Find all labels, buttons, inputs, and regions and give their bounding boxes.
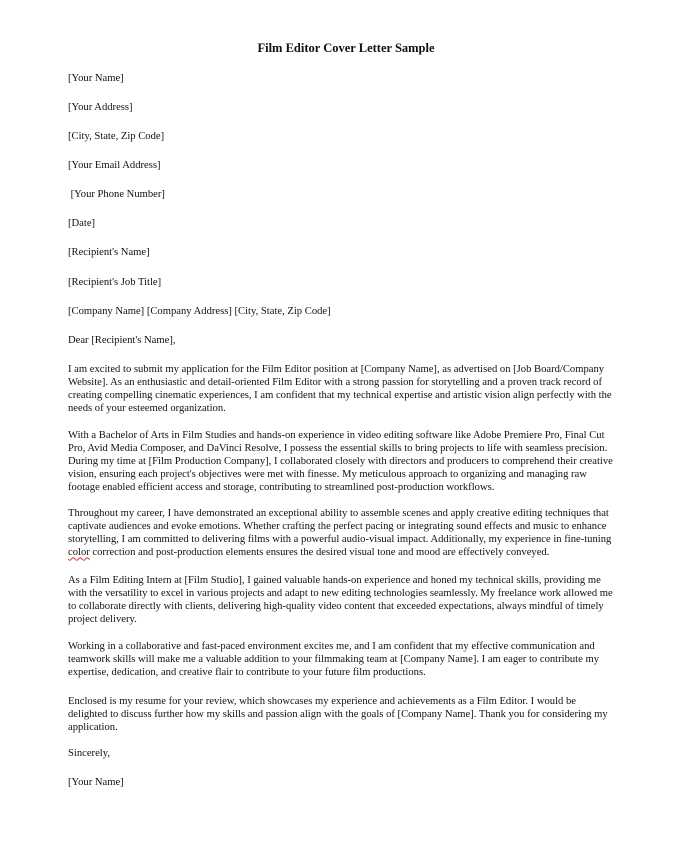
salutation: Dear [Recipient's Name], — [68, 335, 176, 346]
sender-city-state-zip: [City, State, Zip Code] — [68, 131, 165, 142]
paragraph-line: needs of your esteemed organization. — [68, 402, 226, 414]
signature-name: [Your Name] — [68, 777, 124, 788]
body-paragraph-5 — [68, 641, 624, 680]
paragraph-line: expertise, dedication, and creative flair to contribute to your future film productions. — [68, 666, 426, 678]
sender-email: [Your Email Address] — [68, 160, 161, 171]
recipient-company-line: [Company Name] [Company Address] [City, State, Zip Code] — [68, 306, 331, 317]
body-paragraph-4 — [68, 575, 624, 627]
paragraph-line: footage enabled efficient access and storage, contributing to streamlined post-production workflows. — [68, 481, 495, 493]
paragraph-line: application. — [68, 721, 118, 733]
body-paragraph-6 — [68, 696, 624, 735]
body-paragraph-1 — [68, 364, 624, 416]
paragraph-line: vision, ensuring each project's objectives were met with finesse. My meticulous approach to organizing and managing raw — [68, 468, 587, 480]
paragraph-line: storytelling, I am committed to delivering films with a powerful audio-visual impact. Additionally, my experience in fine-tuning — [68, 533, 612, 545]
paragraph-line: project delivery. — [68, 613, 137, 625]
recipient-name: [Recipient's Name] — [68, 247, 150, 258]
document-title: Film Editor Cover Letter Sample — [257, 41, 435, 55]
paragraph-line: Throughout my career, I have demonstrated an exceptional ability to assemble scenes and apply creative editing techniques that — [68, 508, 609, 519]
paragraph-line: Website]. As an enthusiastic and detail-oriented Film Editor with a strong passion for storytelling and a proven track record of — [68, 376, 602, 388]
recipient-job-title: [Recipient's Job Title] — [68, 277, 162, 288]
paragraph-line: Working in a collaborative and fast-paced environment excites me, and I am confident that my effective communication and — [68, 641, 595, 652]
letter-date: [Date] — [68, 218, 96, 229]
paragraph-line: captivate audiences and evoke emotions. Whether crafting the perfect pacing or integrating sound effects and music to enhance — [68, 520, 607, 532]
body-paragraph-2 — [68, 430, 624, 495]
paragraph-line: I am excited to submit my application for the Film Editor position at [Company Name], as advertised on [Job Board/Company — [68, 364, 605, 375]
paragraph-line — [68, 547, 624, 560]
paragraph-line-rest: correction and post-production elements ensures the desired visual tone and mood are effectively conveyed. — [89, 546, 550, 558]
paragraph-line: to collaborate directly with clients, delivering high-quality video content that exceeded expectations, always mindful of timely — [68, 600, 604, 612]
paragraph-line: Pro, Avid Media Composer, and DaVinci Resolve, I possess the essential skills to bring projects to life with seamless precision. — [68, 442, 608, 454]
sender-name: [Your Name] — [68, 73, 124, 84]
paragraph-line: creating compelling cinematic experiences, I am confident that my technical expertise and artistic vision align perfectly with the — [68, 389, 612, 401]
body-paragraph-3 — [68, 508, 624, 560]
spellcheck-marked-word: color — [68, 546, 90, 558]
sender-address: [Your Address] — [68, 102, 133, 113]
paragraph-line: During my time at [Film Production Company], I collaborated closely with directors and producers to comprehend their creative — [68, 455, 613, 467]
paragraph-line: delighted to discuss further how my skills and passion align with the goals of [Company Name]. Thank you for considering my — [68, 708, 608, 720]
paragraph-line: Enclosed is my resume for your review, which showcases my experience and achievements as a Film Editor. I would be — [68, 696, 576, 707]
paragraph-line: teamwork skills will make me a valuable addition to your filmmaking team at [Company Name]. I am eager to contribute my — [68, 653, 600, 665]
paragraph-line: With a Bachelor of Arts in Film Studies and hands-on experience in video editing software like Adobe Premiere Pro, Final Cut — [68, 430, 605, 441]
sender-phone: [Your Phone Number] — [68, 189, 165, 200]
paragraph-line: with the versatility to excel in various projects and adapt to new editing technologies seamlessly. My freelance work allowed me — [68, 587, 613, 599]
closing: Sincerely, — [68, 748, 110, 759]
paragraph-line: As a Film Editing Intern at [Film Studio], I gained valuable hands-on experience and honed my technical skills, providing me — [68, 575, 601, 586]
